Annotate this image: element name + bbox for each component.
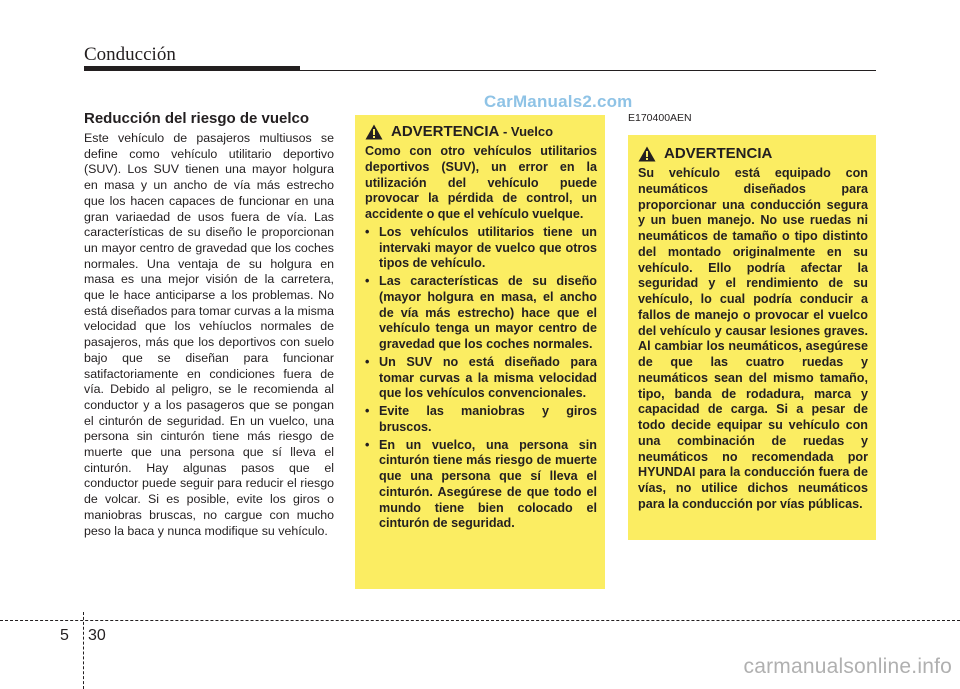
page-number-divider (83, 612, 84, 689)
warning-text: Su vehículo está equipado con neumáticos diseñados para proporcionar una conducción segura y un buen manejo. No use ruedas ni neumáticos de tamaño o tipo distinto del montado originalmente en su vehículo. Ello podría afectar la seguridad y el rendimiento de su vehículo, lo cual podría conducir a fallos de manejo o provocar el vuelco del vehículo y causar lesiones graves. Al cambiar los neumáticos, asegúrese de que las cuatro ruedas y neumáticos sean del mismo tamaño, tipo, banda de rodadura, marca y capacidad de carga. Si a pesar de todo decide equipar su vehículo con una combinación de ruedas y neumáticos no recomendada por HYUNDAI para la conducción fuera de vías, no utilice dichos neumáticos para la conducción por vías públicas. (638, 166, 868, 511)
section-heading: Reducción del riesgo de vuelco (84, 110, 310, 127)
warning-bullet: • Las características de su diseño (mayor holgura en masa, el ancho de vía más estrecho) hace que el vehículo tenga un mayor centro de gravedad que los coches normales. (365, 274, 597, 353)
watermark-bottom[interactable]: carmanualsonline.info (743, 655, 952, 678)
page-number: 30 (88, 627, 106, 644)
warning-triangle-icon (638, 146, 656, 162)
section-body: Este vehículo de pasajeros multiusos se define como vehículo utilitario deportivo (SUV). Los SUV tienen una mayor holgura en masa y un ancho de vía más estrecho que los hacen capaces de funcionar en una gran variaedad de usos fuera de vía. Las características de su diseño le proporcionan un mayor centro de gravedad que los coches normales. Una ventaja de su holgura en masa es una mejor visión de la carretera, que le hace anticiparse a los problemas. No está diseñados para tomar curvas a la misma velocidad que los vehíuclos normales de pasajeros, más que los deportivos con suelo bajo que se diseñan para funcionar satifactoriamente en condiciones fuera de vía. Debido al peligro, se le recomienda al conductor y a los pasageros que se pongan el cinturón de seguridad. En un vuelco, una persona sin cinturón tiene más riesgo de muerte que una persona que sí lleva el cinturón. Hay algunas pasos que el conductor puede seguir para reducir el riesgo de volcar. Si es posible, evite los giros o maniobras bruscas, no cargue con mucho peso la baca y nunca modifique su vehículo. (84, 131, 334, 538)
warning-title (391, 123, 553, 140)
chapter-number: 5 (60, 627, 69, 644)
warning-subtitle: - Vuelco (502, 124, 554, 139)
warning-box-tires (628, 135, 876, 540)
warning-header (638, 145, 868, 162)
warning-header (365, 123, 597, 140)
page-header-title: Conducción (84, 44, 176, 65)
section-code: E170400AEN (628, 112, 692, 124)
warning-title-text: ADVERTENCIA (391, 123, 499, 140)
watermark-top[interactable]: CarManuals2.com (484, 92, 633, 111)
warning-bullet: • Los vehículos utilitarios tiene un intervaki mayor de vuelco que otros tipos de vehículo. (365, 225, 597, 272)
warning-bullet: • Evite las maniobras y giros bruscos. (365, 404, 597, 436)
footer-dashed-rule (0, 620, 960, 621)
warning-triangle-icon (365, 124, 383, 140)
warning-bullet-list (365, 225, 597, 532)
warning-bullet: • En un vuelco, una persona sin cinturón tiene más riesgo de muerte que una persona que sí lleva el cinturón. Asegúrese de que todo el mundo tiene bien colocado el cinturón de seguridad. (365, 438, 597, 533)
warning-intro: Como con otro vehículos utilitarios deportivos (SUV), un error en la utilización del vehículo puede provocar la pérdida de control, un accidente o que el vehículo vuelque. (365, 144, 597, 221)
warning-bullet: • Un SUV no está diseñado para tomar curvas a la misma velocidad que los vehículos convencionales. (365, 355, 597, 402)
header-rule-thin (300, 70, 876, 71)
warning-box-vuelco (355, 115, 605, 589)
header-rule-thick (84, 66, 300, 71)
warning-title: ADVERTENCIA (664, 145, 773, 162)
